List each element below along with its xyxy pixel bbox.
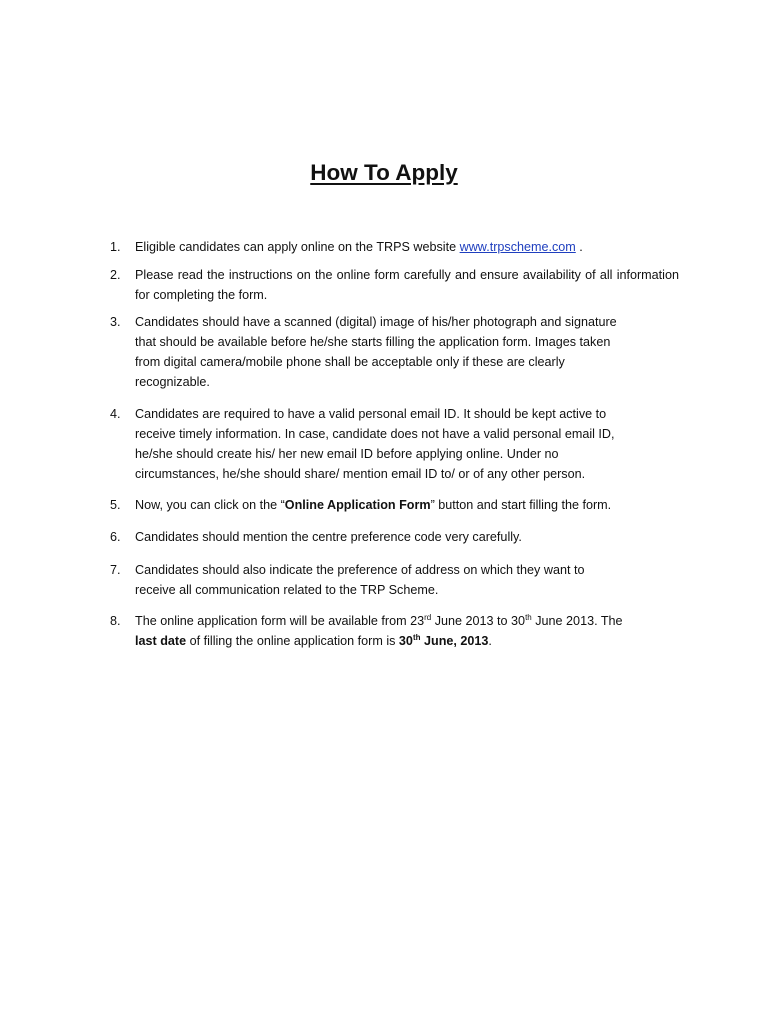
- trps-website-link[interactable]: www.trpscheme.com: [459, 240, 576, 254]
- item-line: circumstances, he/she should share/ mention email ID to/ or of any other person.: [135, 467, 586, 481]
- item-line: from digital camera/mobile phone shall be acceptable only if these are clearly: [135, 355, 565, 369]
- item-text: [135, 404, 679, 484]
- item-text-part: of filling the online application form is: [186, 634, 399, 648]
- item-text-part: Now, you can click on the “: [135, 498, 285, 512]
- last-date-day: 30: [398, 634, 413, 648]
- item-text: [135, 495, 679, 515]
- item-number: 6.: [110, 530, 121, 544]
- item-number: 7.: [110, 563, 121, 577]
- item-text: [135, 312, 679, 392]
- item-line: that should be available before he/she starts filling the application form. Images taken: [135, 335, 611, 349]
- item-line: recognizable.: [135, 375, 210, 389]
- item-number: 2.: [110, 268, 121, 282]
- item-number: 4.: [110, 407, 121, 421]
- item-line: receive timely information. In case, candidate does not have a valid personal email ID,: [135, 427, 615, 441]
- item-text-part: ” button and start filling the form.: [430, 498, 612, 512]
- item-number: 5.: [110, 498, 121, 512]
- item-text-part: The online application form will be available from 23: [135, 614, 425, 628]
- online-application-form-label: Online Application Form: [284, 498, 431, 512]
- page-title: How To Apply: [310, 160, 458, 185]
- item-text: Please read the instructions on the online form carefully and ensure availability of all information for completing the form.: [135, 268, 679, 302]
- last-date-month-year: June, 2013: [420, 634, 489, 648]
- item-text: [135, 560, 679, 600]
- item-text: [135, 237, 679, 257]
- item-text-part: June 2013 to 30: [431, 614, 526, 628]
- item-text: Candidates should mention the centre preference code very carefully.: [135, 530, 522, 544]
- item-line: he/she should create his/ her new email ID before applying online. Under no: [135, 447, 559, 461]
- item-text-part: .: [575, 240, 583, 254]
- item-number: 3.: [110, 315, 121, 329]
- ordinal-suffix: rd: [424, 612, 432, 622]
- item-line: receive all communication related to the TRP Scheme.: [135, 583, 439, 597]
- ordinal-suffix: th: [525, 612, 532, 622]
- item-text-part: June 2013. The: [531, 614, 623, 628]
- item-number: 8.: [110, 614, 121, 628]
- item-line: Candidates should also indicate the preference of address on which they want to: [135, 563, 585, 577]
- item-number: 1.: [110, 240, 121, 254]
- item-text-part: .: [488, 634, 492, 648]
- last-date-label: last date: [135, 634, 187, 648]
- ordinal-suffix: th: [412, 632, 421, 642]
- last-date-value: [399, 634, 489, 648]
- item-text: [135, 611, 679, 651]
- item-line: Candidates are required to have a valid personal email ID. It should be kept active to: [135, 407, 607, 421]
- item-line: Candidates should have a scanned (digital) image of his/her photograph and signature: [135, 315, 617, 329]
- item-text-part: Eligible candidates can apply online on the TRPS website: [135, 240, 460, 254]
